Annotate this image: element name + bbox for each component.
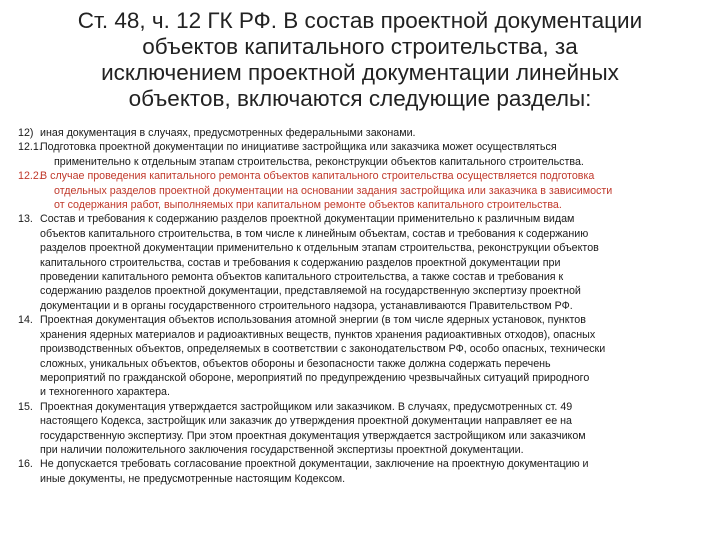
text-line: производственных объектов, определяемых в соответствии с законодательством РФ, особо опасных, технически <box>40 343 606 356</box>
slide-title <box>20 8 700 112</box>
text-line: Состав и требования к содержанию разделов проектной документации применительно к различным видам <box>40 213 575 226</box>
text-line: отдельных разделов проектной документации на основании задания застройщика или заказчика в зависимости <box>54 184 613 197</box>
text-line: иная документация в случаях, предусмотренных федеральными законами. <box>40 127 416 139</box>
text-line: капитального строительства, состав и требования к содержанию разделов проектной документации при <box>40 256 561 269</box>
text-line: объектов капитального строительства, в том числе к линейным объектам, состав и требования к содержанию <box>40 227 589 240</box>
text-line: настоящего Кодекса, застройщик или заказчик до утверждения проектной документации направляет ее на <box>40 415 572 428</box>
title-line: объектов, включаются следующие разделы: <box>128 86 592 111</box>
title-line: Ст. 48, ч. 12 ГК РФ. В состав проектной документации <box>77 8 643 33</box>
item-text <box>40 457 704 486</box>
article-body <box>18 126 704 486</box>
item-text <box>40 313 704 399</box>
item-number: 16. <box>18 458 33 471</box>
text-line: Проектная документация объектов использования атомной энергии (в том числе ядерных установок, пунктов <box>40 314 586 327</box>
text-line: мероприятий по гражданской обороне, мероприятий по предупреждению чрезвычайных ситуаций природного <box>40 371 590 384</box>
item-text <box>40 212 704 313</box>
item-number: 12.2. <box>18 170 42 183</box>
item-number: 14. <box>18 314 33 327</box>
text-line: хранения ядерных материалов и радиоактивных веществ, пунктов хранения радиоактивных отходов), опасных <box>40 328 596 341</box>
text-line: при наличии положительного заключения государственной экспертизы проектной документации. <box>40 443 524 456</box>
item-number: 15. <box>18 400 33 413</box>
text-line: Подготовка проектной документации по инициативе застройщика или заказчика может осуществляться <box>40 141 557 154</box>
item-text <box>40 126 704 140</box>
item-number: 12.1. <box>18 141 42 154</box>
list-item-12-2 <box>18 169 704 212</box>
text-line: Проектная документация утверждается застройщиком или заказчиком. В случаях, предусмотренных ст. 49 <box>40 400 573 413</box>
list-item-12-1 <box>18 140 704 169</box>
list-item-16 <box>18 457 704 486</box>
text-line: от содержания работ, выполняемых при капитальном ремонте объектов капитального строительства. <box>54 199 562 212</box>
item-text <box>40 140 704 169</box>
list-item-15 <box>18 400 704 458</box>
text-line: иные документы, не предусмотренные настоящим Кодексом. <box>40 472 346 485</box>
item-number: 12) <box>18 127 34 139</box>
text-line: разделов проектной документации применительно к отдельным этапам строительства, реконструкции объектов <box>40 242 599 255</box>
text-line: Не допускается требовать согласование проектной документации, заключение на проектную документацию и <box>40 458 589 471</box>
item-text <box>40 169 704 212</box>
text-line: и техногенного характера. <box>40 386 170 399</box>
text-line: государственную экспертизу. При этом проектная документация утверждается застройщиком или заказчиком <box>40 429 586 442</box>
item-text <box>40 400 704 458</box>
list-item-12 <box>18 126 704 140</box>
list-item-13 <box>18 212 704 313</box>
text-line: проведении капитального ремонта объектов капитального строительства, а также состав и требования к <box>40 271 564 284</box>
text-line: применительно к отдельным этапам строительства, реконструкции объектов капитального строительства. <box>54 155 584 168</box>
title-line: объектов капитального строительства, за <box>142 34 578 59</box>
title-line: исключением проектной документации линейных <box>101 60 619 85</box>
text-line: В случае проведения капитального ремонта объектов капитального строительства осуществляется подготовка <box>40 170 595 183</box>
item-number: 13. <box>18 213 33 226</box>
text-line: сложных, уникальных объектов, объектов обороны и безопасности также должна содержать перечень <box>40 357 551 370</box>
list-item-14 <box>18 313 704 399</box>
text-line: документации и в органы государственного строительного надзора, устанавливаются Правительством РФ. <box>40 299 573 312</box>
text-line: содержанию разделов проектной документации, представляемой на государственную экспертизу проектной <box>40 285 581 298</box>
